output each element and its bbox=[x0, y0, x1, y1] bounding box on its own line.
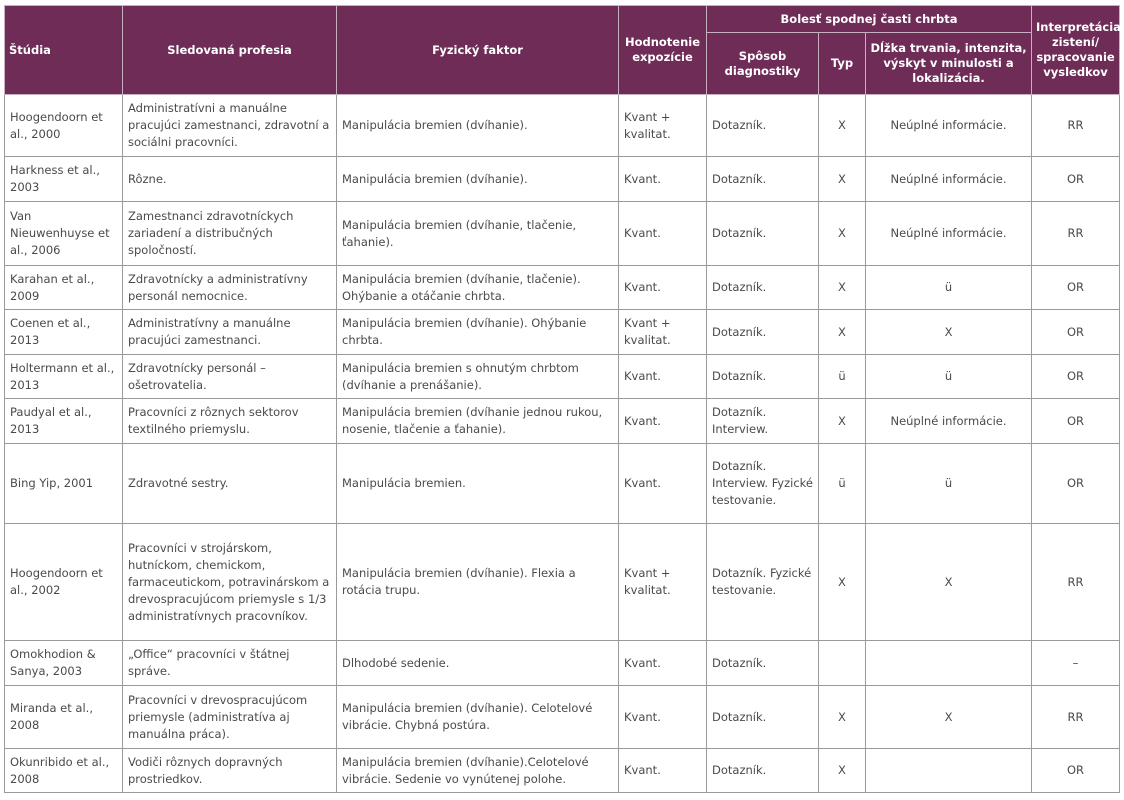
cell-duration: ü bbox=[866, 266, 1032, 310]
cell-type: ü bbox=[819, 444, 866, 524]
cell-study: Harkness et al., 2003 bbox=[5, 157, 123, 202]
header-studies: Štúdia bbox=[5, 6, 123, 95]
cell-profession: Zdravotnícky a administratívny personál nemocnice. bbox=[123, 266, 337, 310]
table-row bbox=[5, 157, 1120, 202]
cell-factor: Manipulácia bremien (dvíhanie). Ohýbanie chrbta. bbox=[337, 310, 619, 355]
cell-duration bbox=[866, 641, 1032, 686]
cell-study: Bing Yip, 2001 bbox=[5, 444, 123, 524]
table-row bbox=[5, 202, 1120, 266]
cell-profession: Pracovníci z rôznych sektorov textilného priemyslu. bbox=[123, 399, 337, 444]
cell-exposure: Kvant. bbox=[619, 686, 707, 749]
cell-exposure: Kvant. bbox=[619, 444, 707, 524]
cell-type bbox=[819, 641, 866, 686]
cell-study: Paudyal et al., 2013 bbox=[5, 399, 123, 444]
cell-type: ü bbox=[819, 355, 866, 399]
cell-diagnosis: Dotazník. bbox=[707, 266, 819, 310]
table-row bbox=[5, 399, 1120, 444]
table-row bbox=[5, 749, 1120, 793]
cell-duration: Neúplné informácie. bbox=[866, 157, 1032, 202]
table-row bbox=[5, 266, 1120, 310]
table-row bbox=[5, 310, 1120, 355]
cell-exposure: Kvant. bbox=[619, 157, 707, 202]
cell-study: Karahan et al., 2009 bbox=[5, 266, 123, 310]
cell-interpretation: – bbox=[1032, 641, 1120, 686]
cell-type: X bbox=[819, 202, 866, 266]
cell-type: X bbox=[819, 95, 866, 157]
header-interpretation: Interpretácia zistení/ spracovanie vysledkov bbox=[1032, 6, 1120, 95]
cell-interpretation: OR bbox=[1032, 157, 1120, 202]
cell-duration: Neúplné informácie. bbox=[866, 202, 1032, 266]
table-row bbox=[5, 95, 1120, 157]
cell-exposure: Kvant. bbox=[619, 202, 707, 266]
cell-study: Hoogendoorn et al., 2002 bbox=[5, 524, 123, 641]
cell-exposure: Kvant. bbox=[619, 641, 707, 686]
cell-duration: Neúplné informácie. bbox=[866, 95, 1032, 157]
table-row bbox=[5, 524, 1120, 641]
cell-diagnosis: Dotazník. Interview. bbox=[707, 399, 819, 444]
cell-interpretation: OR bbox=[1032, 444, 1120, 524]
cell-interpretation: RR bbox=[1032, 686, 1120, 749]
cell-diagnosis: Dotazník. bbox=[707, 157, 819, 202]
table-body bbox=[5, 95, 1120, 793]
header-duration: Dĺžka trvania, intenzita, výskyt v minulosti a lokalizácia. bbox=[866, 33, 1032, 95]
cell-diagnosis: Dotazník. Fyzické testovanie. bbox=[707, 524, 819, 641]
studies-table bbox=[4, 5, 1120, 793]
cell-duration: ü bbox=[866, 355, 1032, 399]
cell-interpretation: OR bbox=[1032, 749, 1120, 793]
cell-diagnosis: Dotazník. bbox=[707, 95, 819, 157]
cell-duration: X bbox=[866, 310, 1032, 355]
cell-type: X bbox=[819, 749, 866, 793]
cell-exposure: Kvant + kvalitat. bbox=[619, 310, 707, 355]
cell-diagnosis: Dotazník. bbox=[707, 686, 819, 749]
table-header bbox=[5, 6, 1120, 95]
cell-profession: Administratívni a manuálne pracujúci zamestnanci, zdravotní a sociálni pracovníci. bbox=[123, 95, 337, 157]
cell-interpretation: RR bbox=[1032, 202, 1120, 266]
cell-diagnosis: Dotazník. bbox=[707, 641, 819, 686]
cell-duration: ü bbox=[866, 444, 1032, 524]
cell-type: X bbox=[819, 266, 866, 310]
cell-profession: Pracovníci v strojárskom, hutníckom, chemickom, farmaceutickom, potravinárskom a drevospracujúcom priemysle s 1/3 administratívnych pracovníkov. bbox=[123, 524, 337, 641]
header-type: Typ bbox=[819, 33, 866, 95]
cell-type: X bbox=[819, 399, 866, 444]
cell-profession: Zdravotnícky personál – ošetrovatelia. bbox=[123, 355, 337, 399]
cell-exposure: Kvant + kvalitat. bbox=[619, 95, 707, 157]
cell-duration: X bbox=[866, 686, 1032, 749]
header-profession: Sledovaná profesia bbox=[123, 6, 337, 95]
cell-factor: Manipulácia bremien (dvíhanie jednou rukou, nosenie, tlačenie a ťahanie). bbox=[337, 399, 619, 444]
cell-duration: Neúplné informácie. bbox=[866, 399, 1032, 444]
cell-diagnosis: Dotazník. bbox=[707, 355, 819, 399]
cell-diagnosis: Dotazník. Interview. Fyzické testovanie. bbox=[707, 444, 819, 524]
cell-profession: Vodiči rôznych dopravných prostriedkov. bbox=[123, 749, 337, 793]
cell-diagnosis: Dotazník. bbox=[707, 749, 819, 793]
cell-interpretation: RR bbox=[1032, 524, 1120, 641]
cell-profession: Zamestnanci zdravotníckych zariadení a distribučných spoločností. bbox=[123, 202, 337, 266]
table-row bbox=[5, 355, 1120, 399]
cell-exposure: Kvant. bbox=[619, 355, 707, 399]
cell-interpretation: OR bbox=[1032, 399, 1120, 444]
header-lbp-group: Bolesť spodnej časti chrbta bbox=[707, 6, 1032, 33]
cell-profession: Administratívny a manuálne pracujúci zamestnanci. bbox=[123, 310, 337, 355]
cell-type: X bbox=[819, 686, 866, 749]
cell-study: Omokhodion & Sanya, 2003 bbox=[5, 641, 123, 686]
cell-duration: X bbox=[866, 524, 1032, 641]
header-exposure: Hodnotenie expozície bbox=[619, 6, 707, 95]
header-diagnosis: Spôsob diagnostiky bbox=[707, 33, 819, 95]
cell-interpretation: OR bbox=[1032, 355, 1120, 399]
cell-study: Coenen et al., 2013 bbox=[5, 310, 123, 355]
cell-factor: Manipulácia bremien s ohnutým chrbtom (dvíhanie a prenášanie). bbox=[337, 355, 619, 399]
table-row bbox=[5, 641, 1120, 686]
cell-factor: Dlhodobé sedenie. bbox=[337, 641, 619, 686]
cell-interpretation: OR bbox=[1032, 266, 1120, 310]
cell-factor: Manipulácia bremien (dvíhanie, tlačenie). Ohýbanie a otáčanie chrbta. bbox=[337, 266, 619, 310]
cell-study: Van Nieuwenhuyse et al., 2006 bbox=[5, 202, 123, 266]
cell-type: X bbox=[819, 310, 866, 355]
table-row bbox=[5, 686, 1120, 749]
cell-factor: Manipulácia bremien. bbox=[337, 444, 619, 524]
cell-exposure: Kvant + kvalitat. bbox=[619, 524, 707, 641]
cell-factor: Manipulácia bremien (dvíhanie).Celotelové vibrácie. Sedenie vo vynútenej polohe. bbox=[337, 749, 619, 793]
cell-diagnosis: Dotazník. bbox=[707, 202, 819, 266]
cell-study: Miranda et al., 2008 bbox=[5, 686, 123, 749]
cell-factor: Manipulácia bremien (dvíhanie). Flexia a rotácia trupu. bbox=[337, 524, 619, 641]
cell-type: X bbox=[819, 524, 866, 641]
cell-interpretation: OR bbox=[1032, 310, 1120, 355]
table-row bbox=[5, 444, 1120, 524]
header-physical-factor: Fyzický faktor bbox=[337, 6, 619, 95]
cell-factor: Manipulácia bremien (dvíhanie). bbox=[337, 157, 619, 202]
cell-duration bbox=[866, 749, 1032, 793]
cell-factor: Manipulácia bremien (dvíhanie, tlačenie, ťahanie). bbox=[337, 202, 619, 266]
cell-type: X bbox=[819, 157, 866, 202]
cell-diagnosis: Dotazník. bbox=[707, 310, 819, 355]
cell-factor: Manipulácia bremien (dvíhanie). bbox=[337, 95, 619, 157]
cell-study: Hoogendoorn et al., 2000 bbox=[5, 95, 123, 157]
cell-factor: Manipulácia bremien (dvíhanie). Celotelové vibrácie. Chybná postúra. bbox=[337, 686, 619, 749]
cell-exposure: Kvant. bbox=[619, 266, 707, 310]
cell-study: Okunribido et al., 2008 bbox=[5, 749, 123, 793]
cell-profession: Zdravotné sestry. bbox=[123, 444, 337, 524]
cell-profession: „Office“ pracovníci v štátnej správe. bbox=[123, 641, 337, 686]
cell-exposure: Kvant. bbox=[619, 399, 707, 444]
cell-exposure: Kvant. bbox=[619, 749, 707, 793]
cell-interpretation: RR bbox=[1032, 95, 1120, 157]
cell-profession: Pracovníci v drevospracujúcom priemysle (administratíva aj manuálna práca). bbox=[123, 686, 337, 749]
cell-profession: Rôzne. bbox=[123, 157, 337, 202]
cell-study: Holtermann et al., 2013 bbox=[5, 355, 123, 399]
